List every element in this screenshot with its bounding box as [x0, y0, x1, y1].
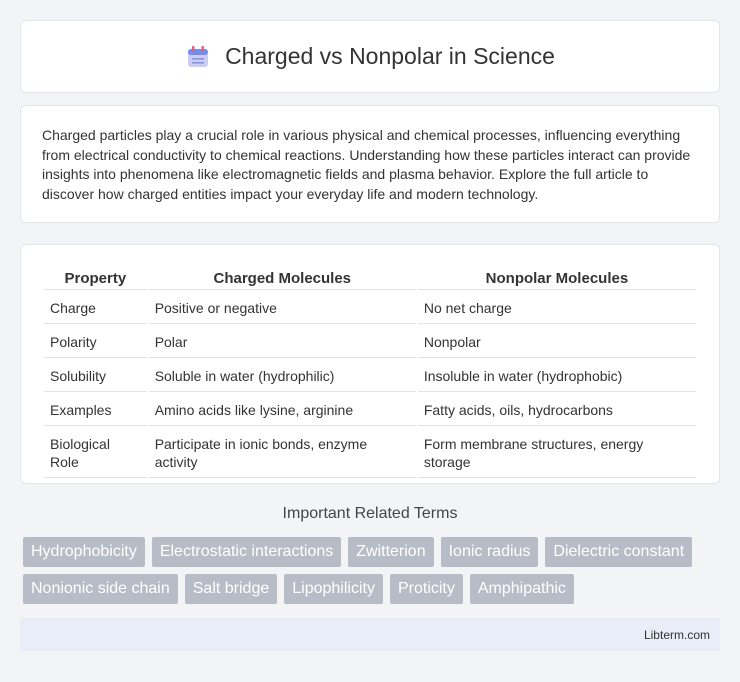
related-term-tag[interactable]: Proticity — [390, 574, 463, 604]
page-title: Charged vs Nonpolar in Science — [225, 43, 555, 69]
related-term-tag[interactable]: Nonionic side chain — [23, 574, 178, 604]
table-cell: Participate in ionic bonds, enzyme activity — [149, 428, 416, 478]
table-cell: Form membrane structures, energy storage — [418, 428, 696, 478]
table-cell: Nonpolar — [418, 326, 696, 358]
table-cell: Charge — [44, 292, 147, 324]
related-term-tag[interactable]: Lipophilicity — [284, 574, 383, 604]
column-header: Charged Molecules — [149, 267, 416, 290]
table-row — [44, 394, 696, 426]
related-term-tag[interactable]: Salt bridge — [185, 574, 278, 604]
footer — [20, 618, 720, 651]
table-row — [44, 360, 696, 392]
header-card — [20, 20, 720, 93]
column-header: Nonpolar Molecules — [418, 267, 696, 290]
related-term-tag[interactable]: Electrostatic interactions — [152, 537, 341, 567]
table-cell: Polarity — [44, 326, 147, 358]
table-cell: Examples — [44, 394, 147, 426]
table-cell: Solubility — [44, 360, 147, 392]
calendar-icon — [185, 44, 211, 70]
intro-text: Charged particles play a crucial role in various physical and chemical processes, influencing everything from electrical conductivity to chemical reactions. Understanding how these particles interact can provide insights into phenomena like electromagnetic fields and plasma behavior. Explore the full article to discover how charged entities impact your everyday life and modern technology. — [42, 127, 691, 202]
table-cell: Fatty acids, oils, hydrocarbons — [418, 394, 696, 426]
table-cell: Biological Role — [44, 428, 147, 478]
related-term-tag[interactable]: Zwitterion — [348, 537, 433, 567]
table-cell: Insoluble in water (hydrophobic) — [418, 360, 696, 392]
related-terms-title: Important Related Terms — [282, 505, 458, 522]
table-row — [44, 326, 696, 358]
comparison-table — [42, 265, 698, 480]
table-row — [44, 428, 696, 478]
related-terms-list — [23, 537, 723, 604]
table-header-row — [44, 267, 696, 290]
table-cell: Soluble in water (hydrophilic) — [149, 360, 416, 392]
table-cell: Polar — [149, 326, 416, 358]
related-term-tag[interactable]: Dielectric constant — [545, 537, 692, 567]
footer-brand[interactable]: Libterm.com — [643, 627, 710, 642]
intro-card — [20, 105, 720, 223]
table-cell: No net charge — [418, 292, 696, 324]
table-row — [44, 292, 696, 324]
related-term-tag[interactable]: Amphipathic — [470, 574, 574, 604]
table-cell: Positive or negative — [149, 292, 416, 324]
related-term-tag[interactable]: Ionic radius — [441, 537, 539, 567]
column-header: Property — [44, 267, 147, 290]
table-cell: Amino acids like lysine, arginine — [149, 394, 416, 426]
comparison-table-card — [20, 244, 720, 484]
related-term-tag[interactable]: Hydrophobicity — [23, 537, 145, 567]
